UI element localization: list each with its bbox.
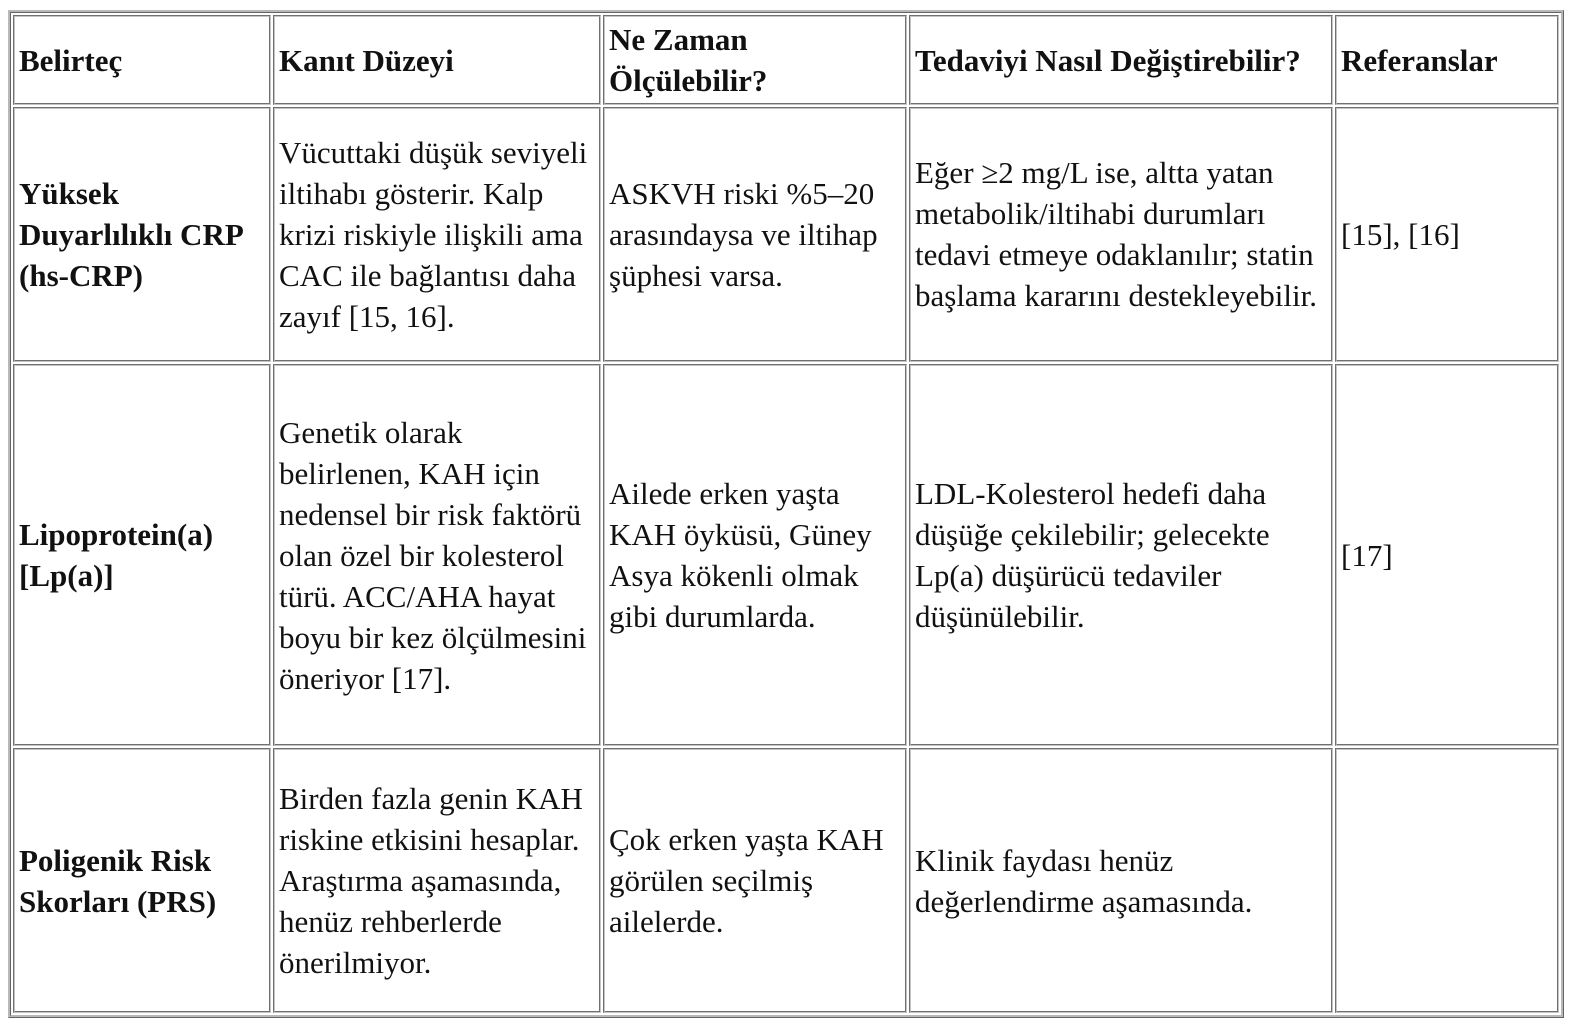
header-references: Referanslar (1335, 15, 1559, 105)
cell-marker: Yüksek Duyarlılıklı CRP (hs-CRP) (13, 107, 271, 362)
cell-when: ASKVH riski %5–20 arasındaysa ve iltihap şüphesi varsa. (603, 107, 907, 362)
table-row (13, 364, 1559, 747)
cell-treatment: Eğer ≥2 mg/L ise, altta yatan metabolik/iltihabi durumları tedavi etmeye odaklanılır; statin başlama kararını destekleyebilir. (909, 107, 1333, 362)
cell-references: [17] (1335, 364, 1559, 747)
table-header-row (13, 15, 1559, 105)
header-treatment: Tedaviyi Nasıl Değiştirebilir? (909, 15, 1333, 105)
cell-treatment: Klinik faydası henüz değerlendirme aşamasında. (909, 748, 1333, 1013)
table-row (13, 748, 1559, 1013)
cell-marker: Lipoprotein(a) [Lp(a)] (13, 364, 271, 747)
cell-references: [15], [16] (1335, 107, 1559, 362)
biomarker-table (11, 13, 1561, 1015)
cell-evidence: Birden fazla genin KAH riskine etkisini hesaplar. Araştırma aşamasında, henüz rehberlerde önerilmiyor. (273, 748, 601, 1013)
cell-when: Çok erken yaşta KAH görülen seçilmiş ailelerde. (603, 748, 907, 1013)
header-evidence: Kanıt Düzeyi (273, 15, 601, 105)
header-marker: Belirteç (13, 15, 271, 105)
biomarker-table-frame (8, 10, 1564, 1018)
header-when: Ne Zaman Ölçülebilir? (603, 15, 907, 105)
cell-evidence: Genetik olarak belirlenen, KAH için nedensel bir risk faktörü olan özel bir kolesterol türü. ACC/AHA hayat boyu bir kez ölçülmesini öneriyor [17]. (273, 364, 601, 747)
cell-marker: Poligenik Risk Skorları (PRS) (13, 748, 271, 1013)
cell-treatment: LDL-Kolesterol hedefi daha düşüğe çekilebilir; gelecekte Lp(a) düşürücü tedaviler düşünülebilir. (909, 364, 1333, 747)
cell-evidence: Vücuttaki düşük seviyeli iltihabı gösterir. Kalp krizi riskiyle ilişkili ama CAC ile bağlantısı daha zayıf [15, 16]. (273, 107, 601, 362)
cell-references (1335, 748, 1559, 1013)
table-row (13, 107, 1559, 362)
cell-when: Ailede erken yaşta KAH öyküsü, Güney Asya kökenli olmak gibi durumlarda. (603, 364, 907, 747)
